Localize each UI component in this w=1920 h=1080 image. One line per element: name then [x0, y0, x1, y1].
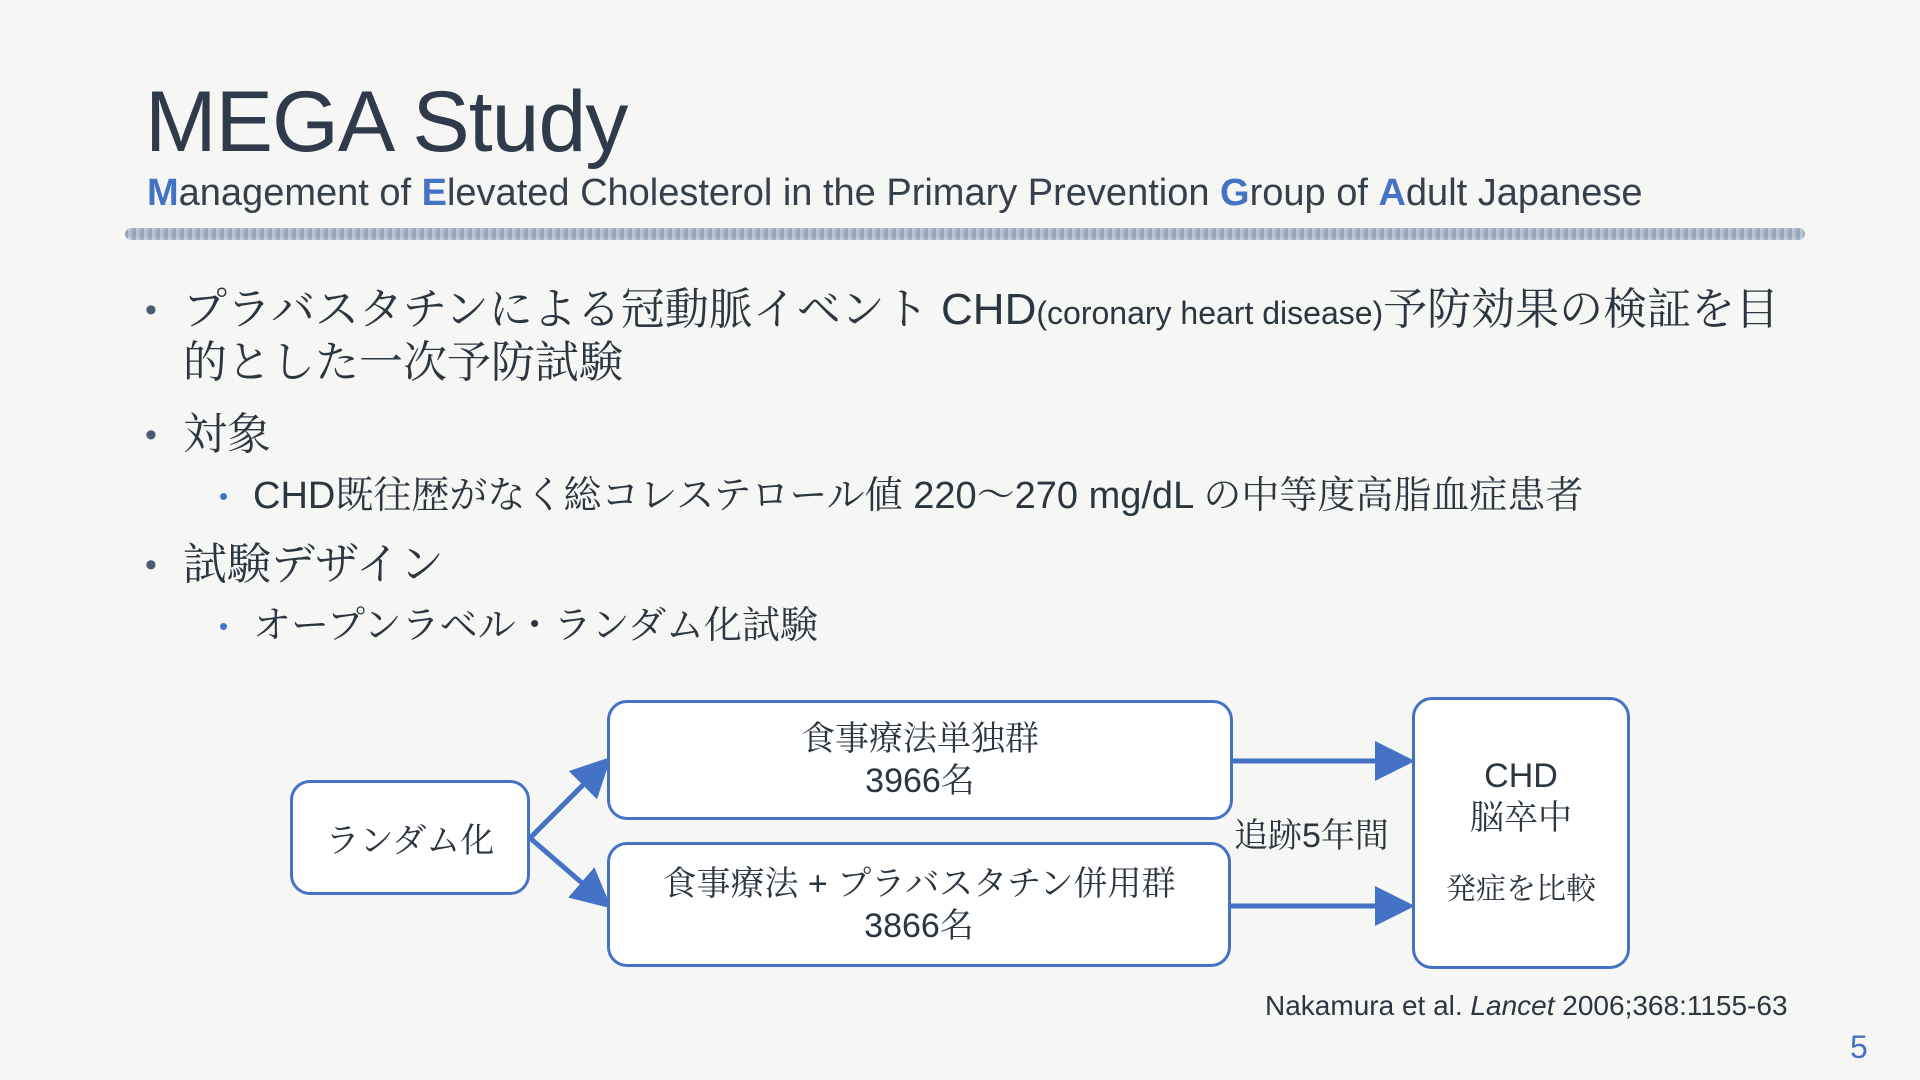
citation-journal: Lancet [1470, 990, 1555, 1021]
page-number: 5 [1850, 1029, 1868, 1065]
follow-up-label: 追跡5年間 [1234, 817, 1389, 855]
outcome-box [1412, 697, 1630, 969]
sub-bullet-design [145, 602, 1785, 650]
diet-pravastatin-arm-box [607, 842, 1231, 967]
citation [1265, 988, 1788, 1024]
arrow-to-arm1 [530, 764, 604, 838]
citation-ref: 2006;368:1155-63 [1554, 990, 1788, 1021]
bullet-target [145, 410, 1785, 460]
target-detail: CHD既往歴がなく総コレステロール値 220～270 mg/dL の中等度高脂血症患者 [253, 475, 1584, 517]
randomization-box [290, 780, 530, 895]
outcome-compare: 発症を比較 [1446, 873, 1596, 906]
arm1-name: 食事療法単独群 [801, 720, 1039, 758]
subtitle-text-3: roup of [1249, 172, 1379, 214]
bullet-dot-icon: • [145, 291, 157, 329]
citation-authors: Nakamura et al. [1265, 990, 1471, 1021]
bullet-list [145, 285, 1785, 670]
slide-subtitle [147, 170, 1643, 216]
outcome-stroke: 脳卒中 [1470, 799, 1572, 837]
purpose-text-pre: プラバスタチンによる冠動脈イベント CHD [183, 285, 1037, 334]
diet-only-arm-box [607, 700, 1233, 820]
arrow-to-arm2 [530, 838, 604, 902]
sub-bullet-dot-icon: • [219, 481, 229, 511]
arm1-count: 3966名 [865, 762, 975, 800]
bullet-dot-icon: • [145, 546, 157, 584]
purpose-text-post: 予防効果の検証を目的とした一次予防試験 [183, 285, 1780, 387]
target-label: 対象 [183, 410, 271, 459]
purpose-text-paren: (coronary heart disease) [1036, 295, 1384, 331]
randomization-label: ランダム化 [325, 822, 495, 860]
bullet-design [145, 540, 1785, 590]
arm2-count: 3866名 [864, 906, 974, 945]
design-detail: オープンラベル・ランダム化試験 [253, 605, 819, 647]
sub-bullet-dot-icon: • [219, 611, 229, 641]
arm2-name: 食事療法 + プラバスタチン併用群 [662, 864, 1176, 903]
title-divider [125, 228, 1805, 240]
design-label: 試験デザイン [183, 540, 444, 589]
sub-bullet-target [145, 472, 1785, 520]
subtitle-acronym-m: M [147, 172, 179, 214]
subtitle-text-1: anagement of [178, 172, 422, 214]
subtitle-text-4: dult Japanese [1405, 172, 1643, 214]
outcome-chd: CHD [1484, 757, 1558, 795]
slide-title: MEGA Study [145, 74, 628, 170]
bullet-purpose [145, 285, 1785, 388]
bullet-dot-icon: • [145, 416, 157, 454]
subtitle-acronym-e: E [421, 172, 447, 214]
subtitle-acronym-a: A [1378, 172, 1406, 214]
subtitle-acronym-g: G [1220, 172, 1250, 214]
subtitle-text-2: levated Cholesterol in the Primary Prevention [446, 172, 1221, 214]
